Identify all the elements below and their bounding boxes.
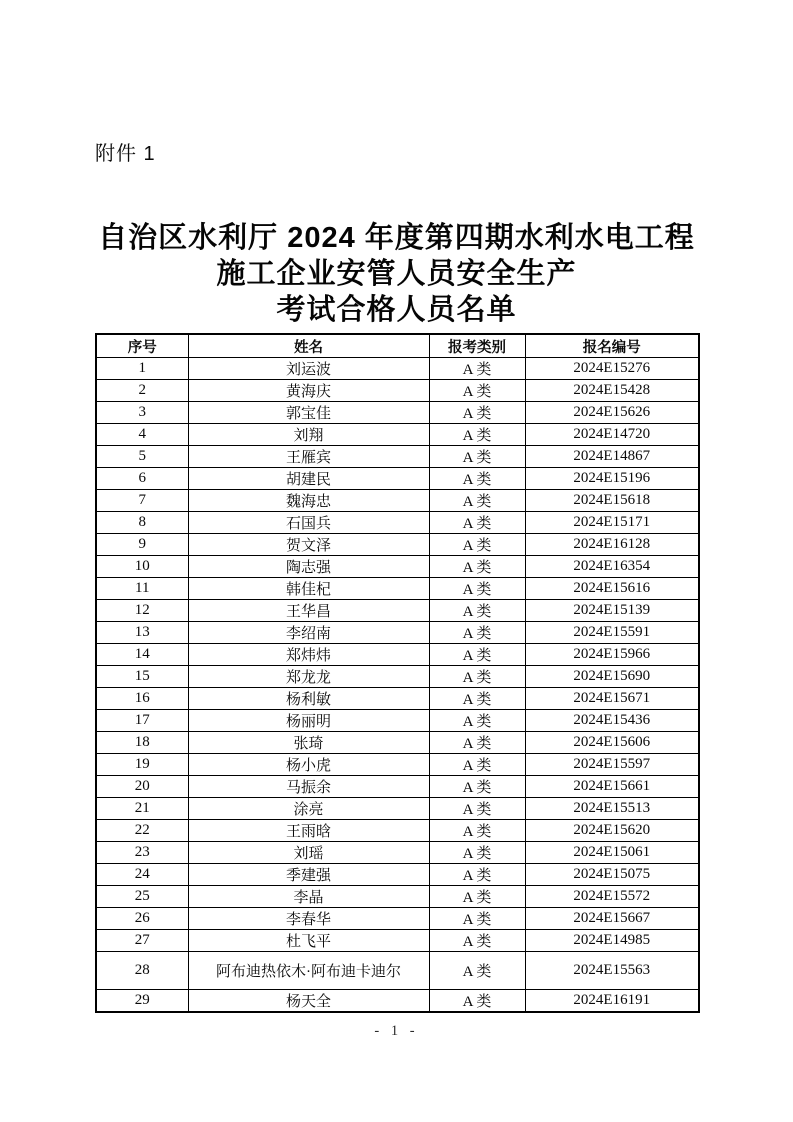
cell-name: 季建强	[188, 864, 429, 886]
cell-exam-category: A 类	[429, 578, 525, 600]
cell-name: 阿布迪热依木·阿布迪卡迪尔	[188, 952, 429, 990]
cell-exam-category: A 类	[429, 446, 525, 468]
table-row	[96, 578, 699, 600]
table-row	[96, 424, 699, 446]
cell-exam-category: A 类	[429, 556, 525, 578]
table-row	[96, 666, 699, 688]
table-row	[96, 820, 699, 842]
cell-registration-number: 2024E15436	[525, 710, 699, 732]
table-row	[96, 380, 699, 402]
cell-serial-number: 8	[96, 512, 188, 534]
attachment-label: 附件 1	[95, 143, 156, 165]
cell-serial-number: 1	[96, 358, 188, 380]
cell-name: 胡建民	[188, 468, 429, 490]
table-row	[96, 930, 699, 952]
table-row	[96, 534, 699, 556]
passed-candidates-table	[95, 333, 700, 1013]
table-row	[96, 402, 699, 424]
table-row	[96, 952, 699, 990]
cell-exam-category: A 类	[429, 600, 525, 622]
cell-exam-category: A 类	[429, 644, 525, 666]
cell-exam-category: A 类	[429, 754, 525, 776]
table-row	[96, 688, 699, 710]
cell-name: 刘运波	[188, 358, 429, 380]
cell-exam-category: A 类	[429, 820, 525, 842]
cell-name: 杜飞平	[188, 930, 429, 952]
cell-exam-category: A 类	[429, 952, 525, 990]
cell-registration-number: 2024E15428	[525, 380, 699, 402]
cell-registration-number: 2024E15690	[525, 666, 699, 688]
cell-registration-number: 2024E15196	[525, 468, 699, 490]
cell-exam-category: A 类	[429, 622, 525, 644]
cell-exam-category: A 类	[429, 710, 525, 732]
cell-name: 刘瑶	[188, 842, 429, 864]
cell-name: 陶志强	[188, 556, 429, 578]
table-row	[96, 358, 699, 380]
cell-serial-number: 13	[96, 622, 188, 644]
page-number: - 1 -	[374, 1023, 419, 1039]
document-title-line-2: 施工企业安管人员安全生产	[216, 258, 577, 290]
cell-serial-number: 22	[96, 820, 188, 842]
cell-registration-number: 2024E15171	[525, 512, 699, 534]
cell-exam-category: A 类	[429, 534, 525, 556]
cell-name: 黄海庆	[188, 380, 429, 402]
cell-registration-number: 2024E15966	[525, 644, 699, 666]
cell-registration-number: 2024E14867	[525, 446, 699, 468]
cell-registration-number: 2024E15276	[525, 358, 699, 380]
cell-serial-number: 6	[96, 468, 188, 490]
cell-serial-number: 7	[96, 490, 188, 512]
table-row	[96, 512, 699, 534]
cell-name: 刘翔	[188, 424, 429, 446]
table-row	[96, 446, 699, 468]
cell-registration-number: 2024E15597	[525, 754, 699, 776]
column-header-serial-number: 序号	[96, 334, 188, 358]
cell-name: 王雁宾	[188, 446, 429, 468]
cell-name: 王雨晗	[188, 820, 429, 842]
cell-serial-number: 14	[96, 644, 188, 666]
cell-exam-category: A 类	[429, 990, 525, 1013]
cell-exam-category: A 类	[429, 402, 525, 424]
cell-name: 郑龙龙	[188, 666, 429, 688]
cell-serial-number: 4	[96, 424, 188, 446]
cell-name: 韩佳杞	[188, 578, 429, 600]
cell-exam-category: A 类	[429, 512, 525, 534]
table-row	[96, 710, 699, 732]
cell-exam-category: A 类	[429, 776, 525, 798]
cell-name: 郭宝佳	[188, 402, 429, 424]
cell-name: 杨小虎	[188, 754, 429, 776]
cell-exam-category: A 类	[429, 908, 525, 930]
cell-serial-number: 25	[96, 886, 188, 908]
cell-exam-category: A 类	[429, 930, 525, 952]
table-body	[96, 358, 699, 1013]
table-row	[96, 754, 699, 776]
cell-exam-category: A 类	[429, 358, 525, 380]
cell-name: 李晶	[188, 886, 429, 908]
cell-registration-number: 2024E15563	[525, 952, 699, 990]
cell-serial-number: 20	[96, 776, 188, 798]
cell-registration-number: 2024E14720	[525, 424, 699, 446]
cell-exam-category: A 类	[429, 380, 525, 402]
cell-name: 张琦	[188, 732, 429, 754]
cell-serial-number: 27	[96, 930, 188, 952]
cell-registration-number: 2024E15139	[525, 600, 699, 622]
cell-exam-category: A 类	[429, 798, 525, 820]
table-row	[96, 886, 699, 908]
cell-serial-number: 18	[96, 732, 188, 754]
table-row	[96, 908, 699, 930]
table-row	[96, 622, 699, 644]
cell-serial-number: 29	[96, 990, 188, 1013]
cell-serial-number: 28	[96, 952, 188, 990]
column-header-registration-number: 报名编号	[525, 334, 699, 358]
document-title	[95, 220, 698, 328]
table-row	[96, 990, 699, 1013]
cell-name: 郑炜炜	[188, 644, 429, 666]
table-row	[96, 732, 699, 754]
cell-serial-number: 15	[96, 666, 188, 688]
table-row	[96, 468, 699, 490]
cell-serial-number: 21	[96, 798, 188, 820]
cell-serial-number: 19	[96, 754, 188, 776]
table-row	[96, 776, 699, 798]
cell-serial-number: 3	[96, 402, 188, 424]
cell-serial-number: 24	[96, 864, 188, 886]
table-row	[96, 600, 699, 622]
cell-name: 魏海忠	[188, 490, 429, 512]
cell-serial-number: 11	[96, 578, 188, 600]
cell-registration-number: 2024E16354	[525, 556, 699, 578]
cell-name: 杨丽明	[188, 710, 429, 732]
document-title-line-3: 考试合格人员名单	[276, 294, 517, 326]
cell-name: 贺文泽	[188, 534, 429, 556]
cell-registration-number: 2024E15620	[525, 820, 699, 842]
cell-serial-number: 9	[96, 534, 188, 556]
cell-serial-number: 26	[96, 908, 188, 930]
cell-registration-number: 2024E15572	[525, 886, 699, 908]
table-row	[96, 864, 699, 886]
cell-exam-category: A 类	[429, 490, 525, 512]
cell-registration-number: 2024E15618	[525, 490, 699, 512]
cell-serial-number: 16	[96, 688, 188, 710]
cell-exam-category: A 类	[429, 666, 525, 688]
column-header-exam-category: 报考类别	[429, 334, 525, 358]
cell-registration-number: 2024E15606	[525, 732, 699, 754]
cell-exam-category: A 类	[429, 688, 525, 710]
cell-registration-number: 2024E15061	[525, 842, 699, 864]
cell-name: 李春华	[188, 908, 429, 930]
table-row	[96, 644, 699, 666]
cell-serial-number: 2	[96, 380, 188, 402]
cell-registration-number: 2024E15075	[525, 864, 699, 886]
cell-registration-number: 2024E15591	[525, 622, 699, 644]
cell-registration-number: 2024E15626	[525, 402, 699, 424]
cell-exam-category: A 类	[429, 864, 525, 886]
cell-name: 涂亮	[188, 798, 429, 820]
cell-serial-number: 5	[96, 446, 188, 468]
cell-exam-category: A 类	[429, 732, 525, 754]
cell-registration-number: 2024E14985	[525, 930, 699, 952]
cell-registration-number: 2024E15513	[525, 798, 699, 820]
cell-serial-number: 23	[96, 842, 188, 864]
cell-registration-number: 2024E15661	[525, 776, 699, 798]
cell-registration-number: 2024E15671	[525, 688, 699, 710]
table-row	[96, 798, 699, 820]
cell-exam-category: A 类	[429, 842, 525, 864]
cell-name: 杨利敏	[188, 688, 429, 710]
cell-name: 马振余	[188, 776, 429, 798]
cell-name: 杨天全	[188, 990, 429, 1013]
document-title-line-1: 自治区水利厅 2024 年度第四期水利水电工程	[98, 222, 695, 254]
cell-exam-category: A 类	[429, 886, 525, 908]
cell-registration-number: 2024E16191	[525, 990, 699, 1013]
cell-serial-number: 10	[96, 556, 188, 578]
cell-name: 石国兵	[188, 512, 429, 534]
cell-exam-category: A 类	[429, 424, 525, 446]
column-header-name: 姓名	[188, 334, 429, 358]
table-header-row	[96, 334, 699, 358]
cell-exam-category: A 类	[429, 468, 525, 490]
cell-registration-number: 2024E15667	[525, 908, 699, 930]
cell-serial-number: 12	[96, 600, 188, 622]
cell-serial-number: 17	[96, 710, 188, 732]
cell-registration-number: 2024E16128	[525, 534, 699, 556]
cell-registration-number: 2024E15616	[525, 578, 699, 600]
table-row	[96, 842, 699, 864]
cell-name: 王华昌	[188, 600, 429, 622]
table-row	[96, 490, 699, 512]
cell-name: 李绍南	[188, 622, 429, 644]
table-row	[96, 556, 699, 578]
